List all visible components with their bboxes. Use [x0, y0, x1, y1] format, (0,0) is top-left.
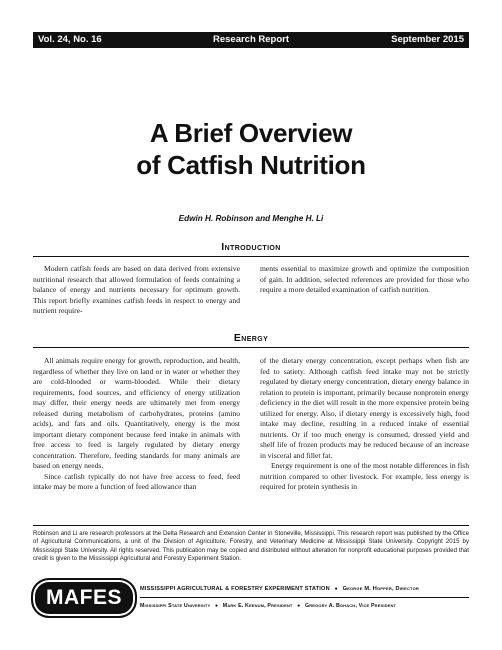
header-bar: [33, 32, 469, 48]
energy-column-2: [260, 356, 469, 493]
station-rule: [140, 597, 469, 598]
bullet-icon: ●: [214, 603, 219, 609]
introduction-column-1: [33, 264, 240, 317]
volume-label: Vol. 24, No. 16: [38, 34, 102, 45]
energy-column-1: [33, 356, 240, 493]
author-footnote: Robinson and Li are research professors at the Delta Research and Extension Center in Stoneville, Mississippi. This research report was published by the Office of Agricultural Communications, a unit of the Division of Agriculture, Forestry, and Veterinary Medicine at Mississippi State University. Copyright 2015 by Mississippi State University. All rights reserved. This publication may be copied and distributed without alteration for nonprofit educational purposes provided that credit is given to the Mississippi Agricultural and Forestry Experiment Station.: [33, 530, 469, 562]
vice-president-name: Gregory A. Bohach, Vice President: [304, 603, 397, 609]
energy-paragraph-1: All animals require energy for growth, reproduction, and health, regardless of whether they live on land or in water or whether they are cold-blooded or warm-blooded. While their dietary requirements, food sources, and efficiency of energy utilization may differ, their energy needs are ultimately met from energy released during metabolism of carbohydrates, proteins (amino acids), and fats and oils. Quantitatively, energy is the most important dietary component because feed intake in animals with free access to feed is largely regulated by dietary energy concentration. Therefore, feeding standards for many animals are based on energy needs.: [33, 356, 240, 470]
mafes-logo: [31, 578, 137, 618]
university-name: Mississippi State University: [140, 603, 211, 609]
page-title: [33, 117, 469, 181]
report-type-label: Research Report: [212, 34, 290, 45]
introduction-rule: [33, 256, 469, 257]
introduction-heading: Introduction: [221, 241, 281, 253]
authors: Edwin H. Robinson and Menghe H. Li: [178, 214, 324, 223]
introduction-paragraph-2: ments essential to maximize growth and optimize the composition of gain. In addition, selected references are provided for those who require a more detailed examination of catfish nutrition.: [260, 264, 469, 294]
energy-paragraph-4: Energy requirement is one of the most notable differences in fish nutrition compared to other livestock. For example, less energy is required for protein synthesis in: [260, 461, 469, 491]
energy-paragraph-2: Since catfish typically do not have free access to feed, feed intake may be more a function of feed allowance than: [33, 471, 240, 491]
energy-paragraph-3: of the dietary energy concentration, except perhaps when fish are fed to satiety. Although catfish feed intake may not be strictly regulated by dietary energy concentration, dietary energy balance in relation to protein is important, primarily because nonprotein energy deficiency in the diet will result in the more expensive protein being utilized for energy. Also, if dietary energy is excessively high, food intake may decline, resulting in a reduced intake of essential nutrients. Or if too much energy is consumed, dressed yield and shelf life of frozen products may be reduced because of an increase in visceral and fillet fat.: [260, 356, 469, 460]
mafes-logo-text: MAFES: [46, 586, 122, 609]
station-line: [140, 586, 472, 592]
energy-heading: Energy: [233, 332, 269, 344]
station-name: MISSISSIPPI AGRICULTURAL & FORESTRY EXPERIMENT STATION: [140, 586, 330, 592]
director-name: George M. Hopper, Director: [342, 586, 420, 592]
introduction-column-2: [260, 264, 469, 296]
title-line-2: of Catfish Nutrition: [136, 150, 366, 180]
footnote-rule: [33, 525, 469, 526]
bullet-icon: ●: [334, 586, 338, 592]
date-label: September 2015: [391, 34, 464, 45]
energy-rule: [33, 347, 469, 348]
title-line-1: A Brief Overview: [149, 118, 353, 148]
introduction-paragraph-1: Modern catfish feeds are based on data derived from extensive nutritional research that allowed formulation of feeds containing a balance of energy and nutrients necessary for optimum growth. This report briefly examines catfish feeds in respect to energy and nutrient require-: [33, 264, 240, 315]
president-name: Mark E. Keenum, President: [222, 603, 293, 609]
people-line: [140, 603, 472, 609]
bullet-icon: ●: [297, 603, 301, 609]
